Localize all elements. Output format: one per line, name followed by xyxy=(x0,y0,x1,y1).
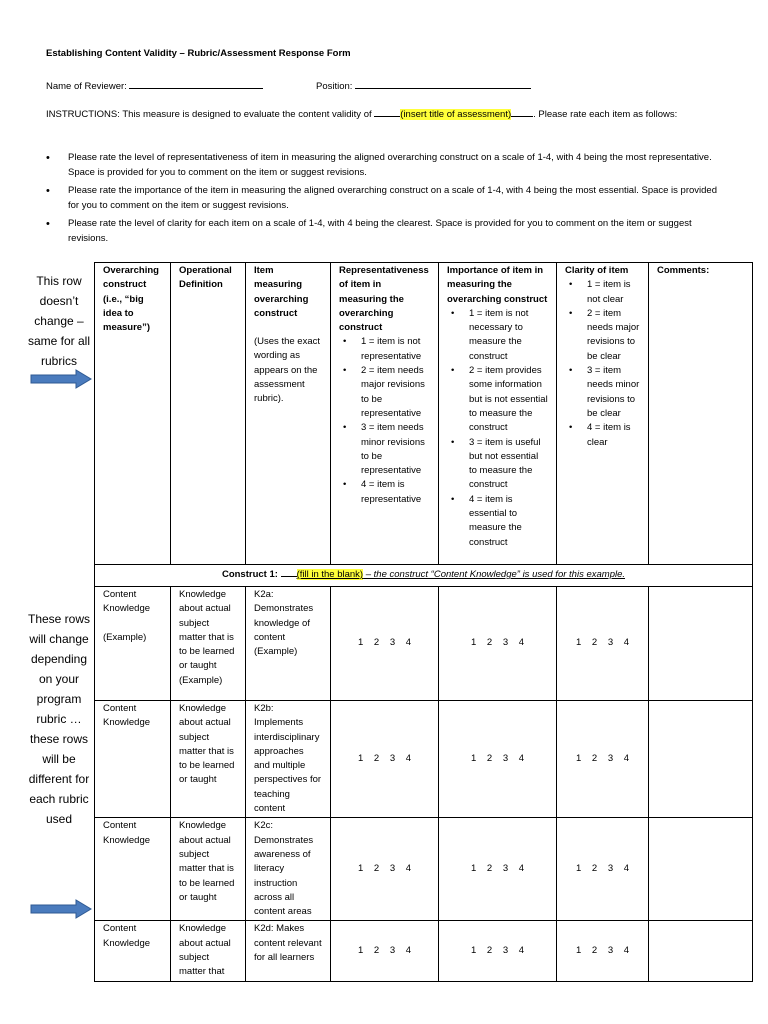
representativeness-rating[interactable]: 1 2 3 4 xyxy=(331,818,439,921)
clarity-rating[interactable]: 1 2 3 4 xyxy=(557,701,649,818)
list-item: • 4 = item is representative xyxy=(339,478,430,507)
bullet-importance: • Please rate the importance of the item in measuring the aligned overarching construct on a scale of 1-4, with 4 being the most essential. Space is provided for you to comment on the item or suggest revisions. xyxy=(46,184,726,213)
row-construct: Content Knowledge xyxy=(95,701,171,818)
reviewer-name-field[interactable] xyxy=(46,78,263,94)
table-row xyxy=(95,587,753,701)
representativeness-scale-list xyxy=(339,335,430,507)
construct-row xyxy=(95,565,753,587)
list-item: • 4 = item is clear xyxy=(565,421,640,450)
header-clarity-label: Clarity of item xyxy=(565,265,629,276)
list-item: • 1 = item is not necessary to measure the construct xyxy=(447,307,548,364)
list-item: • 2 = item needs major revisions to be representative xyxy=(339,364,430,421)
representativeness-rating[interactable]: 1 2 3 4 xyxy=(331,587,439,701)
clarity-rating[interactable]: 1 2 3 4 xyxy=(557,587,649,701)
bullet-representativeness: • Please rate the level of representativeness of item in measuring the aligned overarching construct on a scale of 1-4, with 4 being the most representative. Space is provided for you to comment on the item or suggest revisions. xyxy=(46,151,726,180)
header-operational-definition: Operational Definition xyxy=(171,263,246,565)
construct-blank[interactable] xyxy=(281,566,297,577)
side-note-item-rows: These rows will change depending on your program rubric … these rows will be different for each rubric used xyxy=(27,612,91,826)
assessment-title-placeholder: (insert title of assessment) xyxy=(400,109,512,120)
construct-example-note: – the construct “Content Knowledge” is used for this example. xyxy=(363,569,626,580)
reviewer-name-blank[interactable] xyxy=(129,78,263,89)
list-item: • 2 = item provides some information but is not essential to measure the construct xyxy=(447,364,548,435)
row-construct: Content Knowledge xyxy=(95,921,171,981)
table-header-row xyxy=(95,263,753,565)
side-note-header-row: This row doesn’t change – same for all rubrics xyxy=(27,274,91,368)
comments-cell[interactable] xyxy=(649,701,753,818)
list-item: • 1 = item is not clear xyxy=(565,278,640,307)
importance-rating[interactable]: 1 2 3 4 xyxy=(439,701,557,818)
clarity-rating[interactable]: 1 2 3 4 xyxy=(557,921,649,981)
title-blank-left xyxy=(374,106,400,117)
list-item: • 1 = item is not representative xyxy=(339,335,430,364)
importance-rating[interactable]: 1 2 3 4 xyxy=(439,818,557,921)
content-validity-table xyxy=(94,262,753,982)
clarity-scale-list xyxy=(565,278,640,450)
clarity-rating[interactable]: 1 2 3 4 xyxy=(557,818,649,921)
row-construct-label: Content Knowledge xyxy=(103,589,151,615)
rating-instructions-list xyxy=(46,151,726,250)
list-item: • 3 = item is useful but not essential to measure the construct xyxy=(447,436,548,493)
importance-scale-list xyxy=(447,307,548,550)
instructions-suffix: . Please rate each item as follows: xyxy=(533,109,678,120)
header-item-label: Item measuring overarching construct xyxy=(254,265,309,319)
reviewer-label: Name of Reviewer: xyxy=(46,81,127,92)
arrow-right-icon xyxy=(30,899,92,919)
representativeness-rating[interactable]: 1 2 3 4 xyxy=(331,701,439,818)
header-item xyxy=(246,263,331,565)
importance-rating[interactable]: 1 2 3 4 xyxy=(439,587,557,701)
header-importance-label: Importance of item in measuring the overarching construct xyxy=(447,265,548,305)
representativeness-rating[interactable]: 1 2 3 4 xyxy=(331,921,439,981)
list-item: • 4 = item is essential to measure the construct xyxy=(447,493,548,550)
row-example-label: (Example) xyxy=(103,631,147,643)
row-operational-definition: Knowledge about actual subject matter that xyxy=(171,921,246,981)
table-row xyxy=(95,818,753,921)
header-importance xyxy=(439,263,557,565)
table-row xyxy=(95,701,753,818)
comments-cell[interactable] xyxy=(649,818,753,921)
list-item: • 3 = item needs minor revisions to be representative xyxy=(339,421,430,478)
table-row xyxy=(95,921,753,981)
bullet-clarity: • Please rate the level of clarity for each item on a scale of 1-4, with 4 being the clearest. Space is provided for you to comment on the item or suggest revisions. xyxy=(46,217,726,246)
arrow-right-icon xyxy=(30,369,92,389)
instructions-prefix: INSTRUCTIONS: This measure is designed to evaluate the content validity of xyxy=(46,109,375,120)
position-label: Position: xyxy=(316,81,353,92)
header-representativeness xyxy=(331,263,439,565)
row-item: K2c: Demonstrates awareness of literacy instruction across all content areas xyxy=(246,818,331,921)
document-title: Establishing Content Validity – Rubric/Assessment Response Form xyxy=(46,48,351,59)
row-item: K2b: Implements interdisciplinary approaches and multiple perspectives for teaching content xyxy=(246,701,331,818)
row-item: K2a: Demonstrates knowledge of content (Example) xyxy=(246,587,331,701)
row-operational-definition: Knowledge about actual subject matter that is to be learned or taught (Example) xyxy=(171,587,246,701)
construct-fill-placeholder: (fill in the blank) xyxy=(296,569,364,580)
header-construct: Overarching construct (i.e., “big idea to measure”) xyxy=(95,263,171,565)
position-blank[interactable] xyxy=(355,78,531,89)
header-clarity xyxy=(557,263,649,565)
comments-cell[interactable] xyxy=(649,587,753,701)
header-comments: Comments: xyxy=(649,263,753,565)
position-field[interactable] xyxy=(316,78,531,94)
title-blank-right xyxy=(511,106,533,117)
row-item: K2d: Makes content relevant for all learners xyxy=(246,921,331,981)
construct-label: Construct 1: xyxy=(221,569,278,580)
importance-rating[interactable]: 1 2 3 4 xyxy=(439,921,557,981)
instructions xyxy=(46,106,722,123)
comments-cell[interactable] xyxy=(649,921,753,981)
row-construct: Content Knowledge xyxy=(95,818,171,921)
header-item-note: (Uses the exact wording as appears on the assessment rubric). xyxy=(254,336,320,405)
row-operational-definition: Knowledge about actual subject matter that is to be learned or taught xyxy=(171,701,246,818)
row-operational-definition: Knowledge about actual subject matter that is to be learned or taught xyxy=(171,818,246,921)
row-construct xyxy=(95,587,171,701)
list-item: • 2 = item needs major revisions to be clear xyxy=(565,307,640,364)
list-item: • 3 = item needs minor revisions to be clear xyxy=(565,364,640,421)
construct-cell xyxy=(95,565,753,587)
header-representativeness-label: Representativeness of item in measuring the overarching construct xyxy=(339,265,429,334)
